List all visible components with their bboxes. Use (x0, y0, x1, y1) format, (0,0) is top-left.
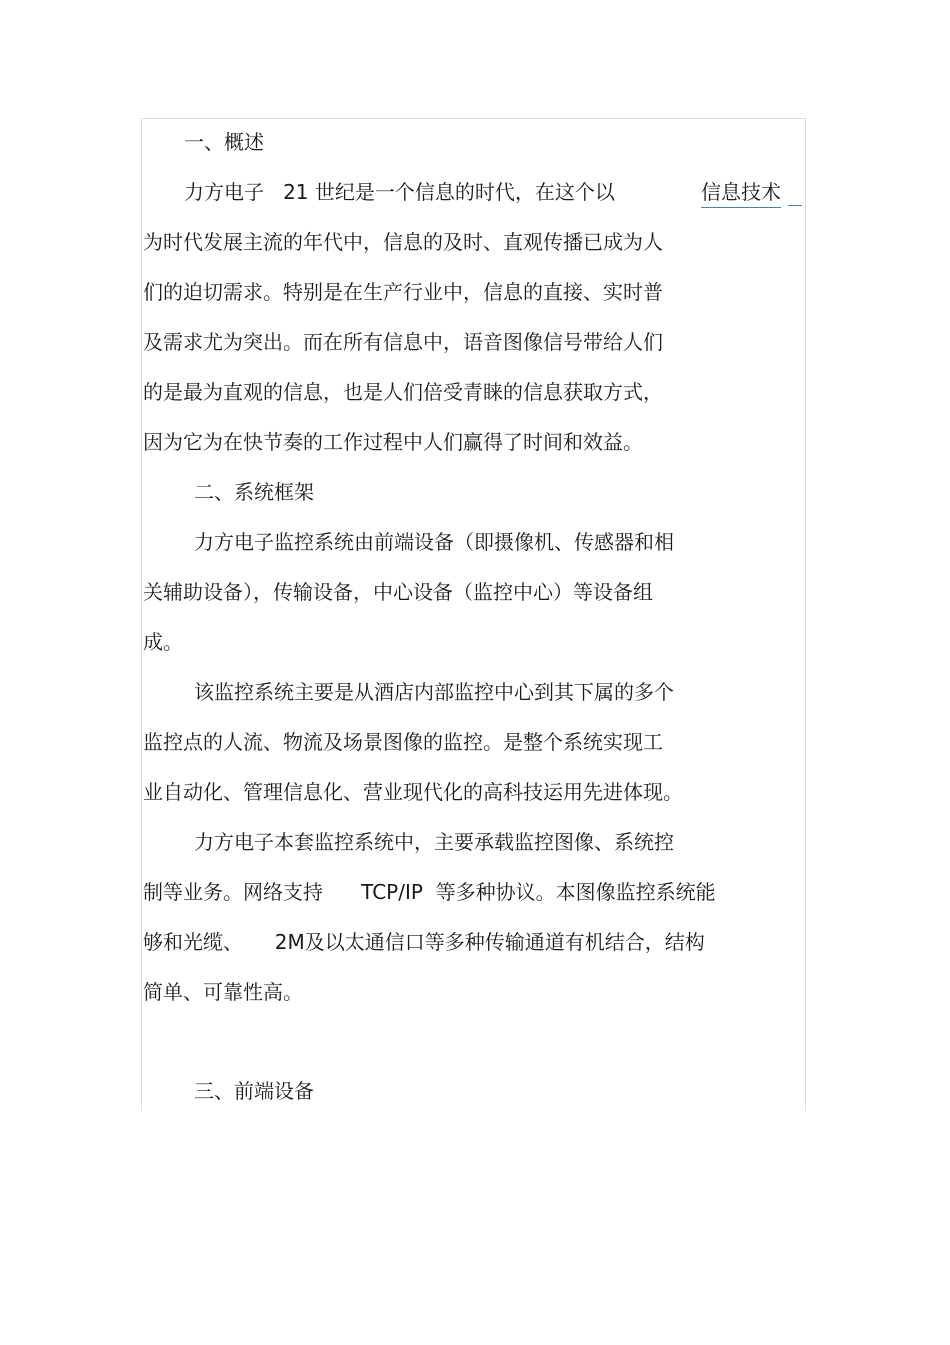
section-heading-overview: 一、概述 (184, 130, 264, 154)
paragraph-line: 力方电子监控系统由前端设备（即摄像机、传感器和相 (194, 530, 674, 554)
paragraph-line: 关辅助设备），传输设备，中心设备（监控中心）等设备组 (143, 580, 653, 604)
section-heading-frontend: 三、前端设备 (194, 1079, 314, 1103)
section-heading-framework: 二、系统框架 (194, 480, 314, 504)
paragraph-line: 成。 (143, 630, 183, 654)
paragraph-line: 制等业务。网络支持 TCP/IP 等多种协议。本图像监控系统能 (143, 880, 716, 904)
paragraph-line: 监控点的人流、物流及场景图像的监控。是整个系统实现工 (143, 730, 663, 754)
paragraph-line: 简单、可靠性高。 (143, 980, 303, 1004)
link-underline-extension (788, 205, 802, 206)
paragraph-line (184, 179, 615, 205)
paragraph-text: 力方电子 21 世纪是一个信息的时代，在这个以 (184, 180, 615, 204)
paragraph-line: 该监控系统主要是从酒店内部监控中心到其下属的多个 (194, 680, 674, 704)
paragraph-line: 为时代发展主流的年代中，信息的及时、直观传播已成为人 (143, 230, 663, 254)
paragraph-line: 的是最为直观的信息，也是人们倍受青睐的信息获取方式， (143, 380, 663, 404)
document-frame (141, 118, 806, 1111)
paragraph-line: 及需求尤为突出。而在所有信息中，语音图像信号带给人们 (143, 330, 663, 354)
info-tech-link[interactable]: 信息技术 (701, 179, 781, 208)
paragraph-line: 因为它为在快节奏的工作过程中人们赢得了时间和效益。 (143, 430, 643, 454)
paragraph-line: 们的迫切需求。特别是在生产行业中，信息的直接、实时普 (143, 280, 663, 304)
paragraph-line: 够和光缆、 2M及以太通信口等多种传输通道有机结合，结构 (143, 930, 705, 954)
paragraph-line: 业自动化、管理信息化、营业现代化的高科技运用先进体现。 (143, 780, 683, 804)
paragraph-line: 力方电子本套监控系统中，主要承载监控图像、系统控 (194, 830, 674, 854)
